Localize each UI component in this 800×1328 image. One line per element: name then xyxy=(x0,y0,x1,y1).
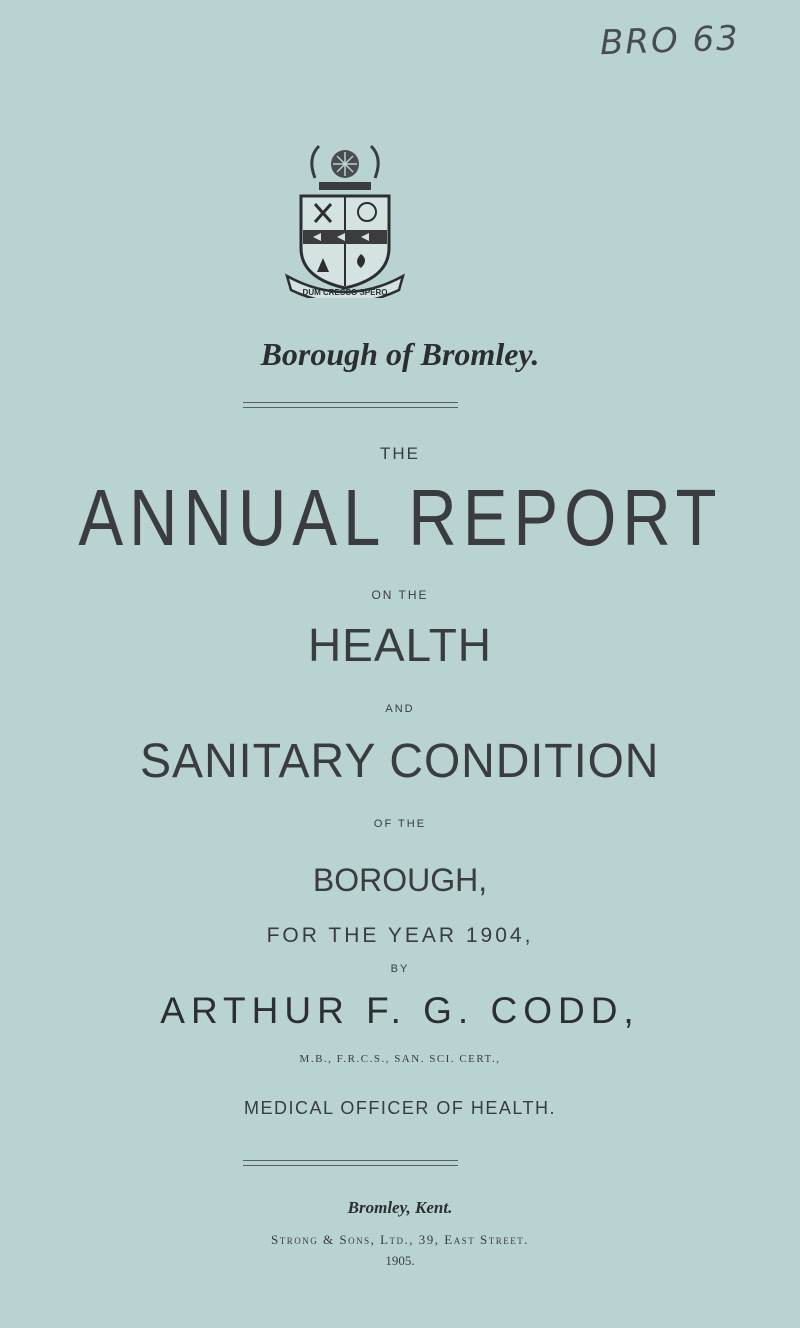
borough-crest-emblem xyxy=(285,138,405,298)
heading-health: HEALTH xyxy=(307,619,493,671)
report-title: ANNUAL REPORT xyxy=(77,473,723,562)
label-and: AND xyxy=(385,703,415,715)
publisher-line: Strong & Sons, Ltd., 39, East Street. xyxy=(271,1232,529,1247)
heading-sanitary-condition: SANITARY CONDITION xyxy=(140,735,660,788)
label-by: BY xyxy=(390,963,410,975)
heading-borough: BOROUGH, xyxy=(312,862,488,898)
label-on-the: ON THE xyxy=(371,588,429,602)
year-line: FOR THE YEAR 1904, xyxy=(266,924,534,947)
place-line: Bromley, Kent. xyxy=(347,1198,453,1217)
borough-heading: Borough of Bromley. xyxy=(260,336,540,372)
author-role: MEDICAL OFFICER OF HEALTH. xyxy=(243,1098,557,1118)
publication-year: 1905. xyxy=(385,1253,415,1268)
label-of-the: OF THE xyxy=(373,818,427,830)
author-name: ARTHUR F. G. CODD, xyxy=(160,990,640,1031)
author-qualifications: M.B., F.R.C.S., SAN. SCI. CERT., xyxy=(299,1053,501,1065)
divider-bottom xyxy=(243,1160,458,1166)
label-the: THE xyxy=(380,444,420,463)
divider-top xyxy=(243,402,458,408)
motto-text: DUM CRESCO SPERO xyxy=(302,288,388,297)
handwritten-reference-note: BRO 63 xyxy=(599,18,741,64)
